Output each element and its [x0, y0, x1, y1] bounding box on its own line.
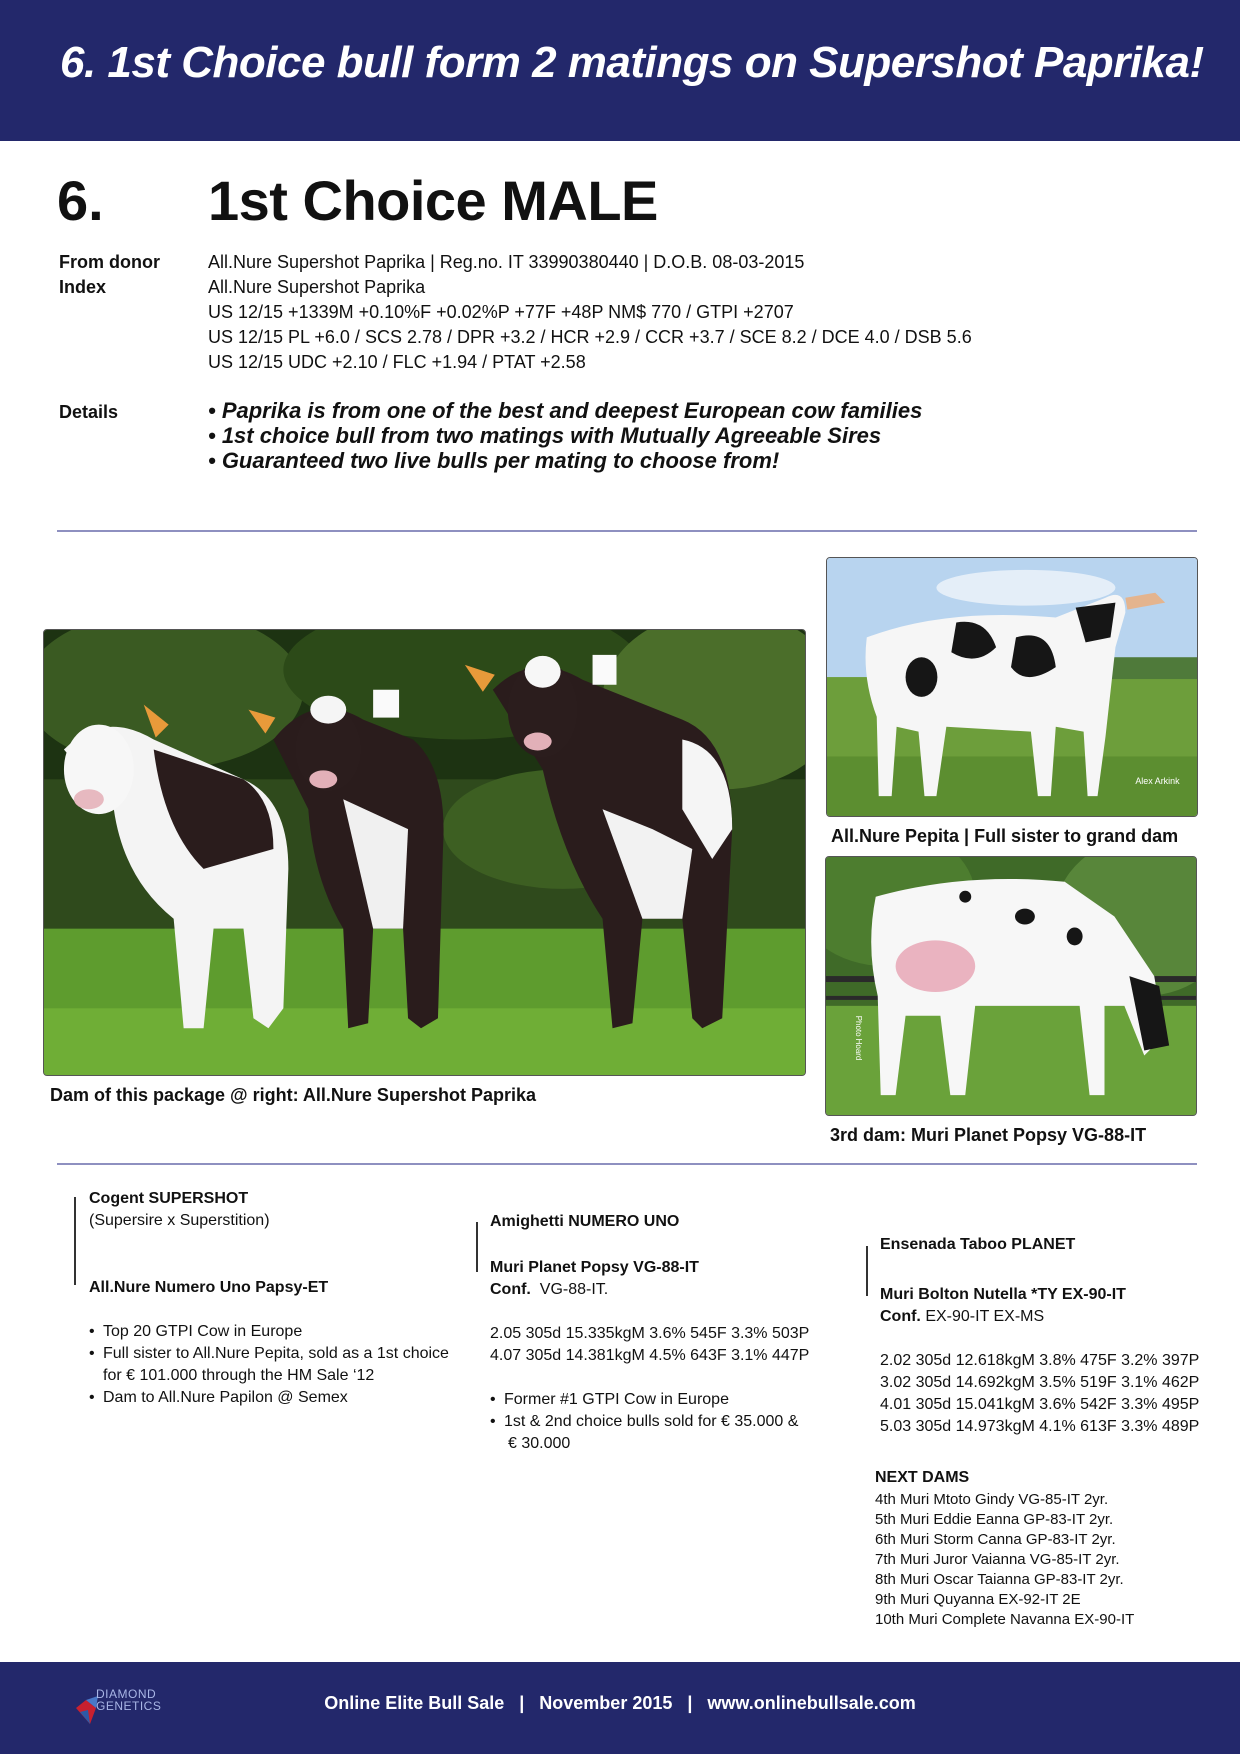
pepita-caption: All.Nure Pepita | Full sister to grand dam: [831, 826, 1179, 846]
pedigree-col1: [89, 1188, 449, 1409]
next-dams-title: NEXT DAMS: [875, 1469, 970, 1486]
pedigree-bracket: [74, 1197, 76, 1285]
lactation-record: 2.02 305d 12.618kgM 3.8% 475F 3.2% 397P: [880, 1352, 1200, 1369]
sire-subtitle: (Supersire x Superstition): [89, 1212, 270, 1229]
lactation-record: 4.01 305d 15.041kgM 3.6% 542F 3.3% 495P: [880, 1396, 1200, 1413]
section-divider: [57, 1163, 1197, 1165]
sire-name: Amighetti NUMERO UNO: [490, 1213, 680, 1230]
dam-fact: • Top 20 GTPI Cow in Europe: [89, 1321, 449, 1343]
conf-label: Conf.: [490, 1281, 531, 1298]
details-label: Details: [59, 402, 119, 422]
logo-text: DIAMOND GENETICS: [96, 1687, 162, 1713]
dam-fact: • 1st & 2nd choice bulls sold for € 35.000 &: [490, 1411, 809, 1433]
page-title: 6. 1st Choice bull form 2 matings on Supershot Paprika!: [60, 38, 1204, 87]
dam-fact: • Full sister to All.Nure Pepita, sold as a 1st choice: [89, 1343, 449, 1365]
sire-name: Ensenada Taboo PLANET: [880, 1236, 1076, 1253]
index-line: US 12/15 UDC +2.10 / FLC +1.94 / PTAT +2.58: [208, 352, 586, 372]
calves-photo: [43, 629, 806, 1076]
lot-number: 6.: [57, 169, 104, 232]
details-item: • 1st choice bull from two matings with Mutually Agreeable Sires: [208, 423, 882, 448]
sire-name: Cogent SUPERSHOT: [89, 1190, 249, 1207]
next-dam-item: 9th Muri Quyanna EX-92-IT 2E: [875, 1591, 1081, 1608]
lactation-record: 5.03 305d 14.973kgM 4.1% 613F 3.3% 489P: [880, 1418, 1200, 1435]
lactation-record: 3.02 305d 14.692kgM 3.5% 519F 3.1% 462P: [880, 1374, 1200, 1391]
details-item: • Guaranteed two live bulls per mating to choose from!: [208, 448, 780, 473]
next-dam-item: 7th Muri Juror Vaianna VG-85-IT 2yr.: [875, 1551, 1120, 1568]
pepita-photo: [826, 557, 1198, 817]
dam-fact-cont: for € 101.000 through the HM Sale ‘12: [103, 1367, 375, 1384]
popsy-photo-credit: Photo Hoard: [853, 1015, 863, 1061]
from-donor-value: All.Nure Supershot Paprika | Reg.no. IT 33990380440 | D.O.B. 08-03-2015: [208, 252, 805, 272]
section-divider: [57, 530, 1197, 532]
popsy-photo: [825, 856, 1197, 1116]
index-line: US 12/15 PL +6.0 / SCS 2.78 / DPR +3.2 / HCR +2.9 / CCR +3.7 / SCE 8.2 / DCE 4.0 / DSB 5.6: [208, 327, 972, 347]
lactation-record: 4.07 305d 14.381kgM 4.5% 643F 3.1% 447P: [490, 1347, 810, 1364]
pedigree-bracket: [476, 1222, 478, 1272]
details-item: • Paprika is from one of the best and deepest European cow families: [208, 398, 923, 423]
lot-title: 1st Choice MALE: [208, 169, 658, 232]
dam-name: Muri Planet Popsy VG-88-IT: [490, 1259, 699, 1276]
pedigree-col3: [880, 1234, 1199, 1438]
popsy-caption: 3rd dam: Muri Planet Popsy VG-88-IT: [830, 1125, 1147, 1145]
next-dam-item: 6th Muri Storm Canna GP-83-IT 2yr.: [875, 1531, 1116, 1548]
conf-value: VG-88-IT.: [539, 1281, 609, 1298]
from-donor-label: From donor: [59, 252, 160, 272]
dam-fact-cont: € 30.000: [508, 1435, 571, 1452]
pepita-photo-credit: Alex Arkink: [1135, 776, 1180, 787]
index-line: All.Nure Supershot Paprika: [208, 277, 426, 297]
next-dams: [875, 1468, 1134, 1630]
conf-value: EX-90-IT EX-MS: [925, 1308, 1045, 1325]
dam-name: Muri Bolton Nutella *TY EX-90-IT: [880, 1286, 1126, 1303]
lactation-record: 2.05 305d 15.335kgM 3.6% 545F 3.3% 503P: [490, 1325, 810, 1342]
index-label: Index: [59, 277, 107, 297]
dam-fact: • Former #1 GTPI Cow in Europe: [490, 1389, 809, 1411]
next-dam-item: 8th Muri Oscar Taianna GP-83-IT 2yr.: [875, 1571, 1124, 1588]
dam-fact: • Dam to All.Nure Papilon @ Semex: [89, 1387, 449, 1409]
pedigree-bracket: [866, 1246, 868, 1296]
next-dam-item: 4th Muri Mtoto Gindy VG-85-IT 2yr.: [875, 1491, 1109, 1508]
conf-label: Conf.: [880, 1308, 921, 1325]
pedigree-col2: [490, 1211, 809, 1455]
dam-name: All.Nure Numero Uno Papsy-ET: [89, 1279, 329, 1296]
index-line: US 12/15 +1339M +0.10%F +0.02%P +77F +48P NM$ 770 / GTPI +2707: [208, 302, 794, 322]
footer-text: Online Elite Bull Sale | November 2015 | www.onlinebullsale.com: [324, 1693, 916, 1713]
main-photo-caption: Dam of this package @ right: All.Nure Supershot Paprika: [50, 1085, 536, 1105]
next-dam-item: 5th Muri Eddie Eanna GP-83-IT 2yr.: [875, 1511, 1114, 1528]
next-dam-item: 10th Muri Complete Navanna EX-90-IT: [875, 1611, 1135, 1628]
